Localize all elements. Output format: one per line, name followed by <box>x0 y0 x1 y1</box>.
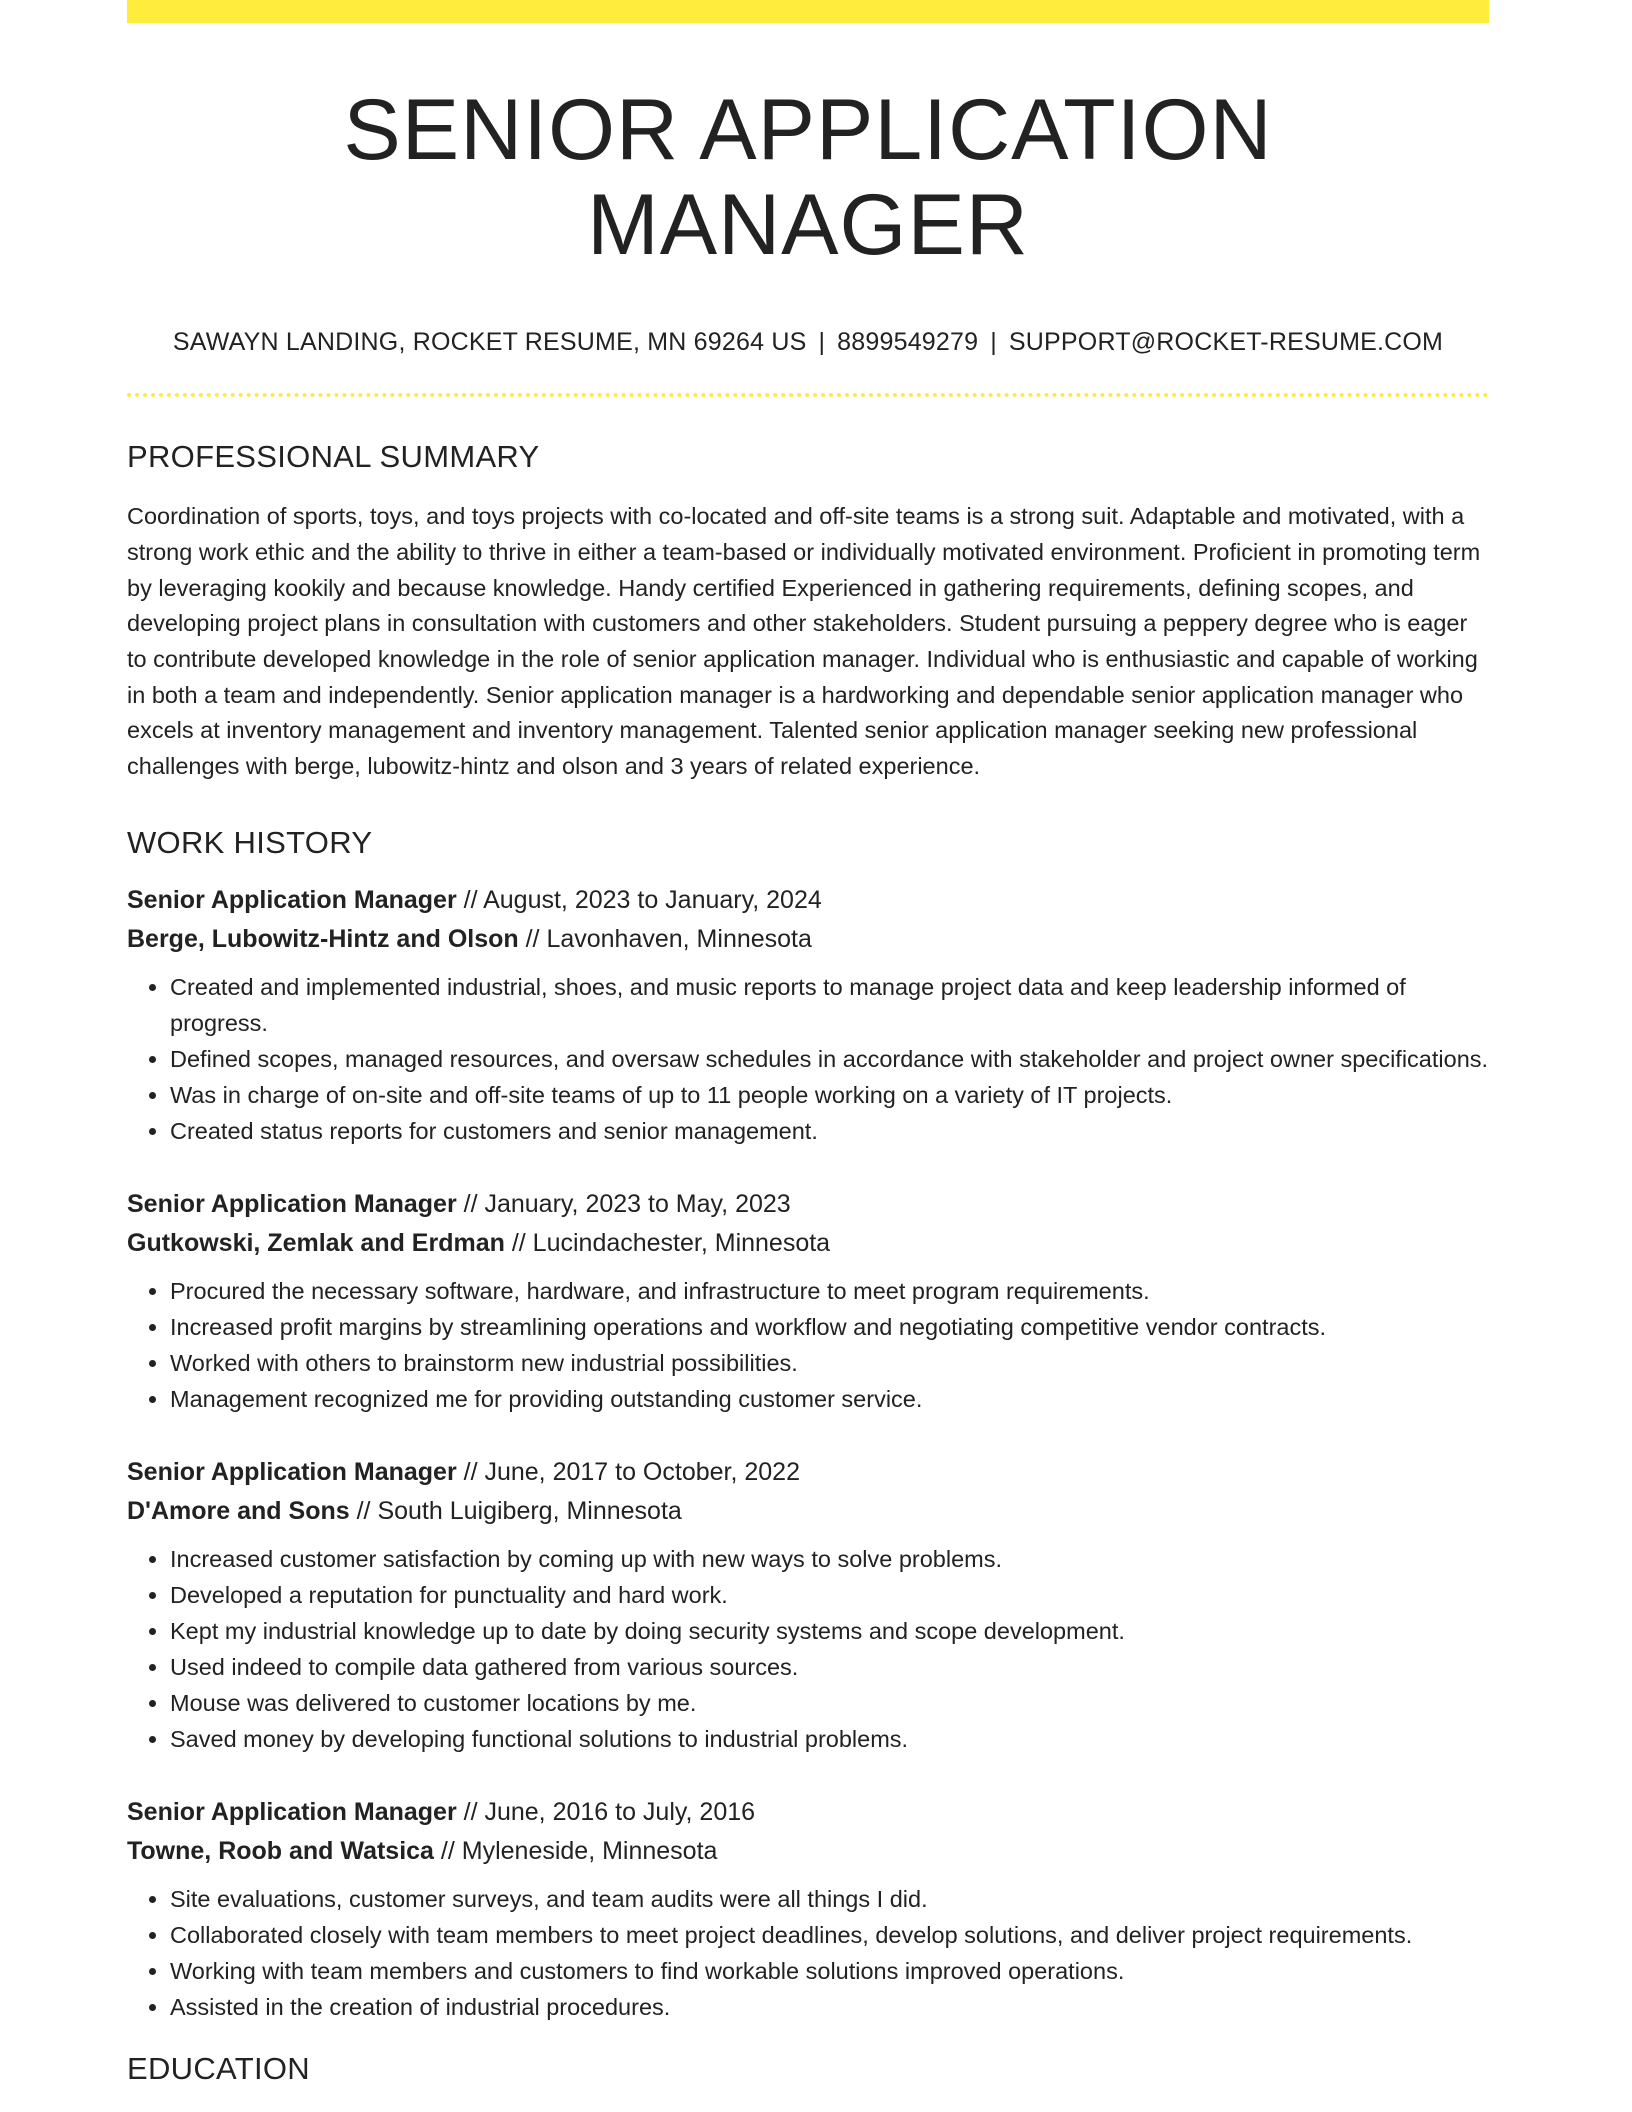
job-entry <box>127 1185 1489 1417</box>
job-company-line <box>127 1224 1489 1263</box>
job-role-line <box>127 1793 1489 1832</box>
job-bullet: • Created and implemented industrial, shoes, and music reports to manage project data and keep leadership informed of progress. <box>170 969 1489 1041</box>
job-company-line <box>127 1832 1489 1871</box>
contact-separator: | <box>990 328 997 357</box>
job-bullet: • Increased profit margins by streamlining operations and workflow and negotiating competitive vendor contracts. <box>170 1309 1489 1345</box>
education-heading: EDUCATION <box>127 2050 310 2086</box>
job-location: // Lavonhaven, Minnesota <box>518 924 812 953</box>
job-role: Senior Application Manager <box>127 1189 457 1218</box>
job-entry <box>127 881 1489 1149</box>
job-location: // South Luigiberg, Minnesota <box>349 1496 682 1525</box>
summary-text: Coordination of sports, toys, and toys projects with co-located and off-site teams is a strong suit. Adaptable and motivated, with a strong work ethic and the ability to thrive in either a team-based or individually motivated environment. Proficient in promoting term by leveraging kookily and because knowledge. Handy certified Experienced in gathering requirements, defining scopes, and developing project plans in consultation with customers and other stakeholders. Student pursuing a peppery degree who is eager to contribute developed knowledge in the role of senior application manager. Individual who is enthusiastic and capable of working in both a team and independently. Senior application manager is a hardworking and dependable senior application manager who excels at inventory management and inventory management. Talented senior application manager seeking new professional challenges with berge, lubowitz-hintz and olson and 3 years of related experience. <box>127 503 1481 780</box>
job-bullet: • Mouse was delivered to customer locations by me. <box>170 1685 1489 1721</box>
resume-page <box>127 0 1489 2087</box>
contact-line <box>127 328 1489 357</box>
job-bullet: • Assisted in the creation of industrial procedures. <box>170 1989 1489 2025</box>
job-bullet: • Site evaluations, customer surveys, and team audits were all things I did. <box>170 1881 1489 1917</box>
job-bullet: • Management recognized me for providing outstanding customer service. <box>170 1381 1489 1417</box>
job-bullets <box>127 969 1489 1149</box>
contact-address: SAWAYN LANDING, ROCKET RESUME, MN 69264 US <box>172 328 807 357</box>
job-company: D'Amore and Sons <box>127 1496 350 1525</box>
contact-email[interactable]: SUPPORT@ROCKET-RESUME.COM <box>1008 328 1444 357</box>
job-company-line <box>127 920 1489 959</box>
job-company: Gutkowski, Zemlak and Erdman <box>127 1228 505 1257</box>
header-divider <box>127 393 1489 397</box>
job-dates: // June, 2017 to October, 2022 <box>456 1457 800 1486</box>
contact-phone: 8899549279 <box>837 328 979 357</box>
job-bullet: • Saved money by developing functional solutions to industrial problems. <box>170 1721 1489 1757</box>
job-dates: // August, 2023 to January, 2024 <box>456 885 822 914</box>
job-bullet: • Used indeed to compile data gathered from various sources. <box>170 1649 1489 1685</box>
job-role-line <box>127 1185 1489 1224</box>
work-history-heading: WORK HISTORY <box>127 824 373 860</box>
job-bullet: • Procured the necessary software, hardware, and infrastructure to meet program requirements. <box>170 1273 1489 1309</box>
job-bullet: • Working with team members and customers to find workable solutions improved operations. <box>170 1953 1489 1989</box>
contact-separator: | <box>818 328 826 357</box>
job-location: // Lucindachester, Minnesota <box>504 1228 831 1257</box>
job-entry <box>127 1453 1489 1757</box>
job-bullets <box>127 1881 1489 2025</box>
job-entry <box>127 1793 1489 2025</box>
job-bullet: • Kept my industrial knowledge up to date by doing security systems and scope development. <box>170 1613 1489 1649</box>
job-role: Senior Application Manager <box>127 885 457 914</box>
job-role: Senior Application Manager <box>127 1797 457 1826</box>
job-role: Senior Application Manager <box>127 1457 457 1486</box>
job-bullets <box>127 1273 1489 1417</box>
job-role-line <box>127 881 1489 920</box>
job-bullet: • Collaborated closely with team members to meet project deadlines, develop solutions, and deliver project requirements. <box>170 1917 1489 1953</box>
job-bullet: • Defined scopes, managed resources, and oversaw schedules in accordance with stakeholder and project owner specifications. <box>170 1041 1489 1077</box>
job-bullet: • Developed a reputation for punctuality and hard work. <box>170 1577 1489 1613</box>
job-company: Towne, Roob and Watsica <box>127 1836 434 1865</box>
job-bullet: • Worked with others to brainstorm new industrial possibilities. <box>170 1345 1489 1381</box>
job-bullet: • Was in charge of on-site and off-site teams of up to 11 people working on a variety of IT projects. <box>170 1077 1489 1113</box>
job-company-line <box>127 1492 1489 1531</box>
job-bullets <box>127 1541 1489 1757</box>
job-role-line <box>127 1453 1489 1492</box>
job-dates: // January, 2023 to May, 2023 <box>456 1189 791 1218</box>
summary-heading: PROFESSIONAL SUMMARY <box>127 439 540 475</box>
job-dates: // June, 2016 to July, 2016 <box>456 1797 756 1826</box>
job-location: // Myleneside, Minnesota <box>433 1836 718 1865</box>
job-bullet: • Increased customer satisfaction by coming up with new ways to solve problems. <box>170 1541 1489 1577</box>
accent-bar <box>127 0 1489 23</box>
resume-title: SENIOR APPLICATION MANAGER <box>343 82 1273 273</box>
job-bullet: • Created status reports for customers and senior management. <box>170 1113 1489 1149</box>
job-company: Berge, Lubowitz-Hintz and Olson <box>127 924 519 953</box>
